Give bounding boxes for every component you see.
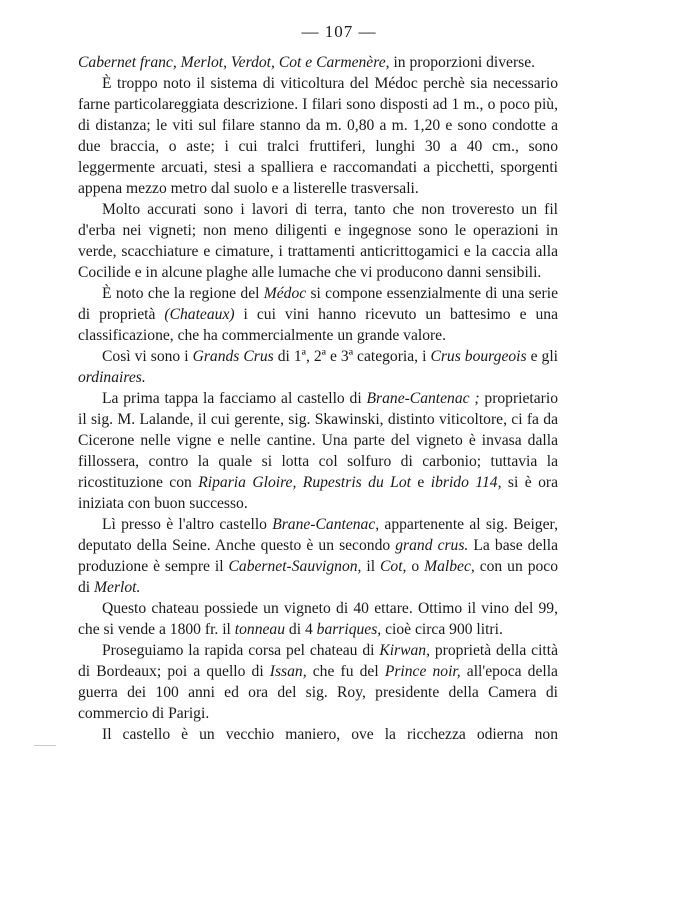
italic-text: Médoc: [263, 285, 307, 302]
text-run: di 1ª, 2ª e 3ª categoria, i: [273, 348, 431, 365]
text-run: o: [406, 558, 425, 575]
italic-text: Cabernet-Sauvignon,: [228, 558, 362, 575]
italic-text: grand crus.: [395, 537, 469, 554]
italic-text: Grands Crus: [192, 348, 274, 365]
text-run: e gli: [526, 348, 559, 365]
paragraph: [78, 73, 558, 199]
paragraph: [78, 52, 558, 73]
text-run: È noto che la regione del: [102, 285, 264, 302]
text-run: cioè circa 900 litri.: [381, 621, 503, 638]
text-run: il: [361, 558, 380, 575]
text-run: che fu del: [306, 663, 385, 680]
text-run: Lì presso è l'altro castello: [102, 516, 273, 533]
paragraph: [78, 598, 558, 640]
italic-text: barriques,: [316, 621, 382, 638]
text-run: appartenente al sig. Beiger, deputato della Seine. Anche questo è un secondo: [78, 516, 558, 554]
paragraph: [78, 346, 558, 388]
italic-text: Merlot.: [94, 579, 141, 596]
text-run: si è ora iniziata con buon successo.: [78, 474, 559, 512]
italic-text: Malbec,: [424, 558, 475, 575]
italic-text: Issan,: [269, 663, 307, 680]
paragraph: [78, 640, 558, 724]
italic-text: Cot,: [380, 558, 407, 575]
italic-text: Prince noir,: [384, 663, 461, 680]
paragraph: [78, 724, 558, 745]
text-run: Questo chateau possiede un vigneto di 40 ettare. Ottimo il vino del 99, che si vende a 1800 fr. il: [78, 600, 558, 638]
body-text: [78, 52, 558, 745]
italic-text: Riparia Gloire, Rupestris du Lot: [198, 474, 411, 491]
italic-text: ordinaires.: [78, 369, 146, 386]
italic-text: Brane-Cantenac ;: [366, 390, 480, 407]
text-run: di 4: [285, 621, 317, 638]
paragraph: [78, 514, 558, 598]
text-run: in proporzioni diverse.: [389, 54, 536, 71]
italic-text: Crus bourgeois: [430, 348, 527, 365]
text-run: all'epoca della guerra dei 100 anni ed ora del sig. Roy, presidente della Camera di commercio di Parigi.: [78, 663, 558, 722]
paragraph: [78, 388, 558, 514]
italic-text: (Chateaux): [164, 306, 235, 323]
paragraph: [78, 199, 558, 283]
italic-text: Cabernet franc, Merlot, Verdot, Cot e Carmenère,: [78, 54, 390, 71]
text-run: È troppo noto il sistema di viticoltura del Médoc perchè sia necessario farne particolareggiata descrizione. I filari sono disposti ad 1 m., o poco più, di distanza; le viti sul filare stanno da m. 0,80 a m. 1,20 e sono condotte a due braccia, o aste; i cui tralci fruttiferi, lunghi 30 a 40 cm., sono leggermente arcuati, stesi a spalliera e raccomandati a picchetti, sporgenti appena mezzo metro dal suolo e a listerelle trasversali.: [78, 75, 558, 197]
italic-text: ibrido 114,: [430, 474, 502, 491]
text-run: proprietario il sig. M. Lalande, il cui gerente, sig. Skawinski, distinto viticoltore, ci fa da Cicerone nelle vigne e nelle cantine. Una parte del vigneto è invasa dalla fillossera, contro la quale si lotta col solfuro di carbonio; tuttavia la ricostituzione con: [78, 390, 558, 491]
text-run: con un poco di: [78, 558, 558, 596]
margin-mark: [34, 745, 56, 746]
text-run: i cui vini hanno ricevuto un battesimo e una classificazione, che ha commercialmente un grande valore.: [78, 306, 558, 344]
text-run: La prima tappa la facciamo al castello di: [102, 390, 367, 407]
paragraph: [78, 283, 558, 346]
text-run: La base della produzione è sempre il: [78, 537, 558, 575]
italic-text: Kirwan,: [379, 642, 431, 659]
text-run: e: [410, 474, 431, 491]
text-run: proprietà della città di Bordeaux; poi a quello di: [78, 642, 559, 680]
text-run: Il castello è un vecchio maniero, ove la ricchezza odierna non: [102, 726, 558, 743]
italic-text: Brane-Cantenac,: [272, 516, 380, 533]
text-run: Così vi sono i: [102, 348, 193, 365]
text-run: Molto accurati sono i lavori di terra, tanto che non troveresto un fil d'erba nei vigneti; non meno diligenti e ingegnose sono le operazioni in verde, scacchiature e cimature, i trattamenti anticrittogamici e la caccia alla Cocilide e in alcune plaghe alle lumache che vi producono danni sensibili.: [78, 201, 558, 281]
text-run: Proseguiamo la rapida corsa pel chateau di: [102, 642, 380, 659]
text-run: si compone essenzialmente di una serie di proprietà: [78, 285, 559, 323]
italic-text: tonneau: [234, 621, 286, 638]
page-number: — 107 —: [301, 22, 377, 41]
